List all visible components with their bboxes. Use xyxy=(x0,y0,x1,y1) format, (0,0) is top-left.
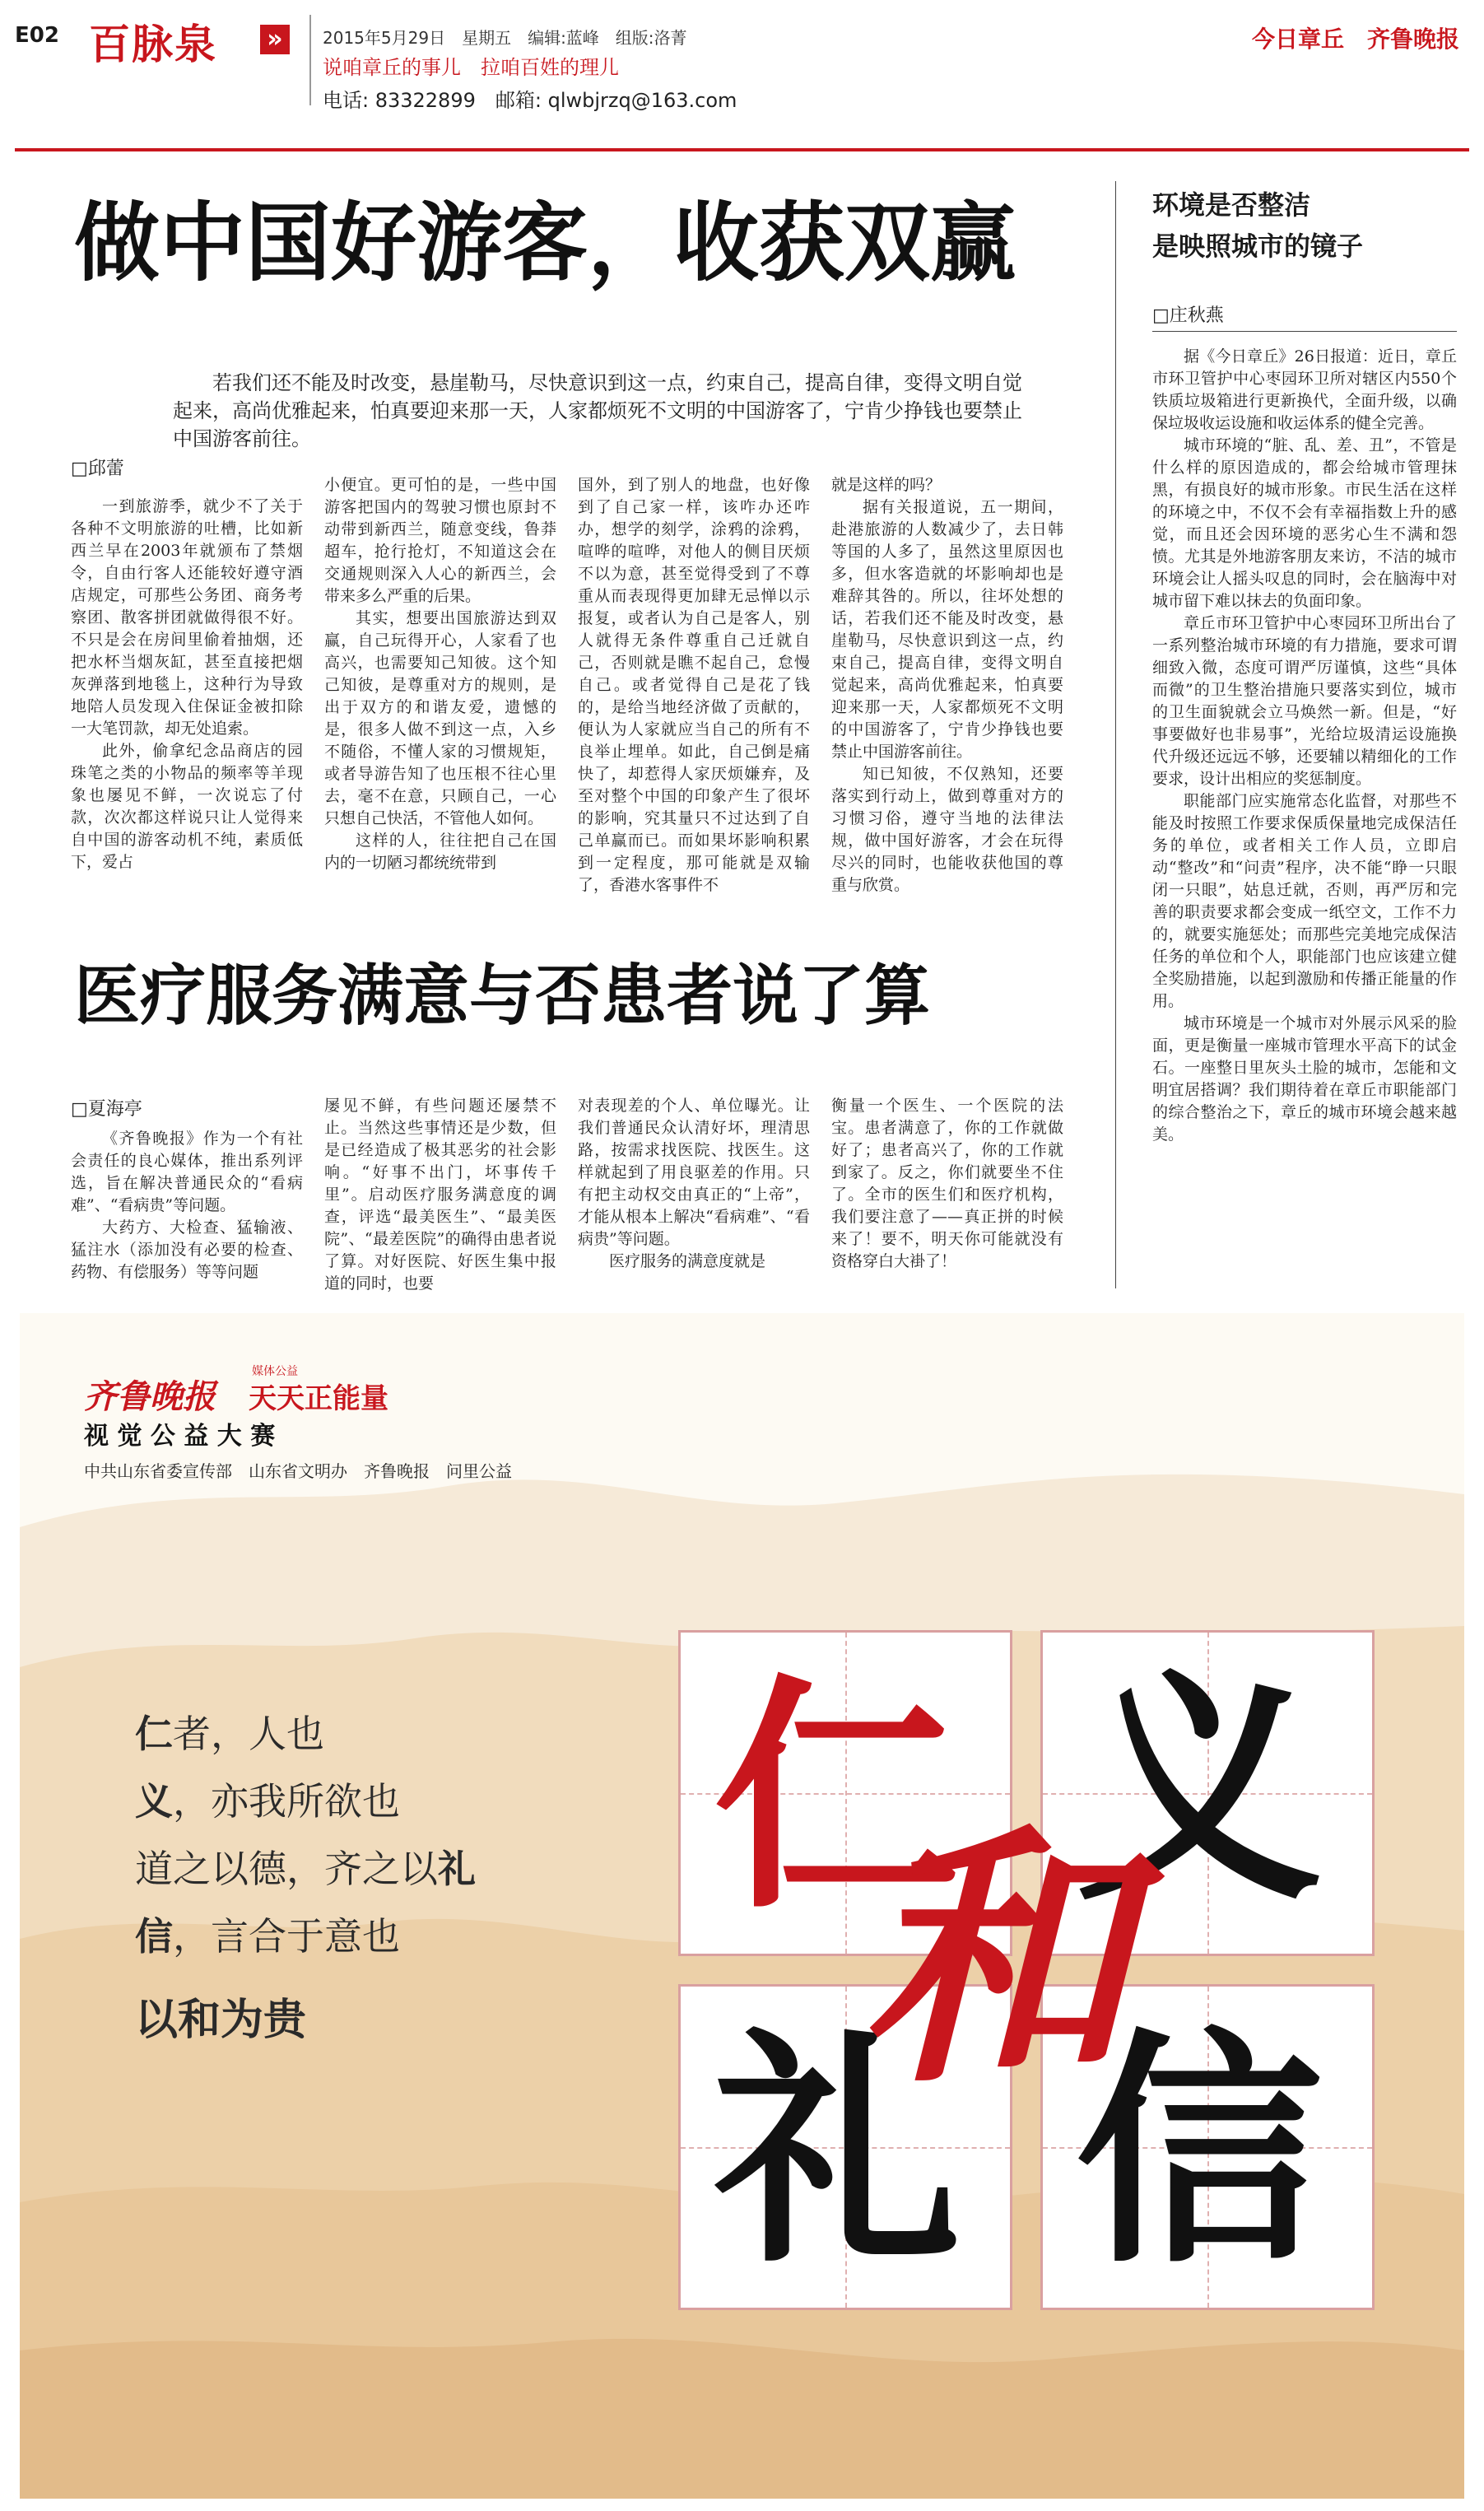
char-li: 礼 xyxy=(714,2006,961,2296)
sidebar-body xyxy=(1152,346,1457,1146)
article1-lead: 若我们还不能及时改变，悬崖勒马，尽快意识到这一点，约束自己，提高自律，变得文明自觉起来，高尚优雅起来，怕真要迎来那一天，人家都烦死不文明的中国游客了，宁肯少挣钱也要禁止中国游客前往。 xyxy=(173,371,1022,450)
sidebar-rule xyxy=(1152,331,1457,332)
paragraph: 就是这样的吗？ xyxy=(831,476,942,494)
paragraph: 屡见不鲜，有些问题还屡禁不止。当然这些事情还是少数，但是已经造成了极其恶劣的社会影响。“好事不出门，坏事传千里”。启动医疗服务满意度的调查，评选“最美医生”、“最美医院”、“最差医院”的确得由患者说了算。对好医院、好医生集中报道的同时，也要 xyxy=(324,1097,556,1293)
section-title: 百脉泉 xyxy=(89,21,217,68)
contact-info: 电话: 83322899 邮箱: qlwbjrzq@163.com xyxy=(323,89,737,112)
header-rule xyxy=(15,148,1469,151)
paragraph: 城市环境的“脏、乱、差、丑”，不管是什么样的原因造成的，都会给城市管理抹黑，有损良好的城市形象。市民生活在这样的环境之中，不仅不会有幸福指数上升的感觉，而且还会因环境的恶劣心生不满和怨愤。尤其是外地游客朋友来访，不洁的城市环境会让人摇头叹息的同时，会在脑海中对城市留下难以抹去的负面印象。 xyxy=(1152,436,1457,610)
char-ren: 仁 xyxy=(714,1651,961,1942)
page-number: E02 xyxy=(15,23,59,48)
paragraph: 衡量一个医生、一个医院的法宝。患者满意了，你的工作就做好了；患者高兴了，你的工作就到家了。反之，你们就要坐不住了。全市的医生们和医疗机构，我们要注意了——真正拼的时候来了！要不，明天你可能就没有资格穿白大褂了！ xyxy=(831,1097,1063,1270)
newspaper-brand: 今日章丘 齐鲁晚报 xyxy=(1251,26,1459,53)
paragraph: 据《今日章丘》26日报道：近日，章丘市环卫管护中心枣园环卫所对辖区内550个铁质垃圾箱进行更新换代，全面升级，以确保垃圾收运设施和收运体系的健全完善。 xyxy=(1152,347,1457,432)
article1-column-2 xyxy=(324,474,556,874)
sidebar-title-line-2: 是映照城市的镜子 xyxy=(1152,231,1364,262)
sidebar-title-line-1: 环境是否整洁 xyxy=(1152,189,1311,221)
header-divider xyxy=(309,15,311,105)
issue-meta: 2015年5月29日 星期五 编辑:蓝峰 组版:洛菁 xyxy=(323,28,687,48)
paragraph: 据有关报道说，五一期间，赴港旅游的人数减少了，去日韩等国的人多了，虽然这里原因也多，但水客造就的坏影响却也是难辞其咎的。所以，往坏处想的话，若我们还不能及时改变，悬崖勒马，尽快意识到这一点，约束自己，提高自律，变得文明自觉起来，高尚优雅起来，怕真要迎来那一天，人家都烦死不文明的中国游客了，宁肯少挣钱也要禁止中国游客前往。 xyxy=(831,498,1063,761)
poem-text: ，言合于意也 xyxy=(173,1914,400,1959)
article2-byline: □夏海亭 xyxy=(71,1099,142,1120)
paragraph: 对表现差的个人、单位曝光。让我们普通民众认清好坏，理清思路，按需求找医院、找医生。这样就起到了用良驱差的作用。只有把主动权交由真正的“上帝”，才能从根本上解决“看病难”、“看病贵”等问题。 xyxy=(578,1097,810,1248)
poem-keyword: 义 xyxy=(135,1779,173,1824)
chevron-right-icon: » xyxy=(260,25,290,54)
public-service-ad xyxy=(20,1313,1464,2499)
poem-line xyxy=(135,1835,476,1903)
paragraph: 一到旅游季，就少不了关于各种不文明旅游的吐槽，比如新西兰早在2003年就颁布了禁烟令，自由行客人还能较好遵守酒店规定，可那些公务团、商务考察团、散客拼团就做得很不好。不只是会在房间里偷着抽烟，还把水杯当烟灰缸，甚至直接把烟灰弹落到地毯上，这种行为导致地陪人员发现入住保证金被扣除一大笔罚款，却无处追索。 xyxy=(71,497,303,738)
poem xyxy=(135,1700,476,2054)
poem-line xyxy=(135,1768,476,1835)
article1-column-4 xyxy=(831,474,1063,897)
article1-column-1 xyxy=(71,496,303,873)
poem-keyword: 仁 xyxy=(135,1712,173,1756)
article1-column-3 xyxy=(578,474,810,897)
article2-column-3 xyxy=(578,1095,810,1273)
positive-energy-logo: 天天正能量 xyxy=(249,1382,388,1415)
poem-keyword: 信 xyxy=(135,1914,173,1959)
paragraph: 职能部门应实施常态化监督，对那些不能及时按照工作要求保质保量地完成保洁任务的单位，或者相关工作人员，立即启动“整改”和“问责”程序，决不能“睁一只眼闭一只眼”，姑息迁就，否则，再严厉和完善的职责要求都会变成一纸空文，工作不力的，就要实施惩处；而那些完美地完成保洁任务的单位和个人，职能部门也应该建立健全奖励措施，以起到激励和传播正能量的作用。 xyxy=(1152,792,1457,1010)
paragraph: 小便宜。更可怕的是，一些中国游客把国内的驾驶习惯也原封不动带到新西兰，随意变线，鲁莽超车，抢行抢灯，不知道这会在交通规则深入人心的新西兰，会带来多么严重的后果。 xyxy=(324,476,556,605)
paragraph: 城市环境是一个城市对外展示风采的脸面，更是衡量一座城市管理水平高下的试金石。一座整日里灰头土脸的城市，怎能和文明宜居搭调？我们期待着在章丘市职能部门的综合整治之下，章丘的城市环境会越来越美。 xyxy=(1152,1014,1457,1144)
ad-sponsors: 中共山东省委宣传部 山东省文明办 齐鲁晚报 问里公益 xyxy=(84,1461,512,1481)
sidebar-byline: □庄秋燕 xyxy=(1152,305,1224,326)
char-xin: 信 xyxy=(1076,2006,1323,2296)
section-slogan: 说咱章丘的事儿 拉咱百姓的理儿 xyxy=(323,56,619,79)
paragraph: 国外，到了别人的地盘，也好像到了自己家一样，该咋办还咋办，想学的刻学，涂鸦的涂鸦，喧哗的喧哗，对他人的侧目厌烦不以为意，甚至觉得受到了不尊重从而表现得更加肆无忌惮以示报复，或者认为自己是客人，别人就得无条件尊重自己迁就自己，否则就是瞧不起自己，怠慢自己。或者觉得自己是花了钱的，是给当地经济做了贡献的，便认为人家就应当自己的所有不良举止埋单。如此，自己倒是痛快了，却惹得人家厌烦嫌弃，及至对整个中国的印象产生了很坏的影响，究其量只不过达到了自己单赢而已。而如果坏影响积累到一定程度，那可能就是双输了，香港水客事件不 xyxy=(578,476,810,894)
paragraph: 《齐鲁晚报》作为一个有社会责任的良心媒体，推出系列评选，旨在解决普通民众的“看病难”、“看病贵”等问题。 xyxy=(71,1130,303,1214)
article2-column-1 xyxy=(71,1128,303,1283)
logo-tag: 媒体公益 xyxy=(252,1365,298,1378)
paragraph: 其实，想要出国旅游达到双赢，自己玩得开心，人家看了也高兴，也需要知己知彼。这个知己知彼，是尊重对方的规则，是出于双方的和谐友爱，遗憾的是，很多人做不到这一点，入乡不随俗，不懂人家的习惯规矩，或者导游告知了也压根不往心里去，毫不在意，只顾自己，一心只想自己快活，不管他人如何。 xyxy=(324,609,556,827)
paragraph: 章丘市环卫管护中心枣园环卫所出台了一系列整治城市环境的有力措施，要求可谓细致入微，态度可谓严厉谨慎，这些“具体而微”的卫生整治措施只要落实到位，城市的卫生面貌就会立马焕然一新。但是，“好事要做好也非易事”，光给垃圾清运设施换代升级还远远不够，还要辅以精细化的工作要求，设计出相应的奖惩制度。 xyxy=(1152,614,1457,788)
poem-line xyxy=(135,1700,476,1768)
paragraph: 这样的人，往往把自己在国内的一切陋习都统统带到 xyxy=(324,832,556,872)
article2-column-4 xyxy=(831,1095,1063,1273)
column-rule xyxy=(1115,181,1116,1288)
poem-keyword: 礼 xyxy=(438,1847,476,1891)
paragraph: 此外，偷拿纪念品商店的园珠笔之类的小物品的频率等羊现象也屡见不鲜，一次说忘了付款，次次都这样说只让人觉得来自中国的游客动机不纯，素质低下，爱占 xyxy=(71,742,303,871)
poem-text: 者，人也 xyxy=(173,1712,324,1756)
article2-column-2 xyxy=(324,1095,556,1295)
poem-conclusion: 以和为贵 xyxy=(135,1996,307,2045)
poem-line xyxy=(135,1903,476,1970)
paragraph: 知已知彼，不仅熟知，还要落实到行动上，做到尊重对方的习惯习俗，遵守当地的法律法规，做中国好游客，才会在玩得尽兴的同时，也能收获他国的尊重与欣赏。 xyxy=(831,765,1063,894)
paragraph: 大药方、大检查、猛输液、猛注水（添加没有必要的检查、药物、有偿服务）等等问题 xyxy=(71,1218,303,1281)
article2-title: 医疗服务满意与否患者说了算 xyxy=(74,957,930,1034)
article1-title: 做中国好游客，收获双赢 xyxy=(74,193,1016,293)
qilu-logo: 齐鲁晚报 xyxy=(84,1377,216,1416)
char-yi: 义 xyxy=(1076,1643,1323,1934)
article1-byline: □邱蕾 xyxy=(71,459,124,479)
char-he: 和 xyxy=(859,1800,1131,2119)
contest-name: 视 觉 公 益 大 赛 xyxy=(84,1422,276,1451)
paragraph: 医疗服务的满意度就是 xyxy=(609,1252,766,1270)
poem-text: ，亦我所欲也 xyxy=(173,1779,400,1824)
poem-text: 道之以德，齐之以 xyxy=(135,1847,438,1891)
